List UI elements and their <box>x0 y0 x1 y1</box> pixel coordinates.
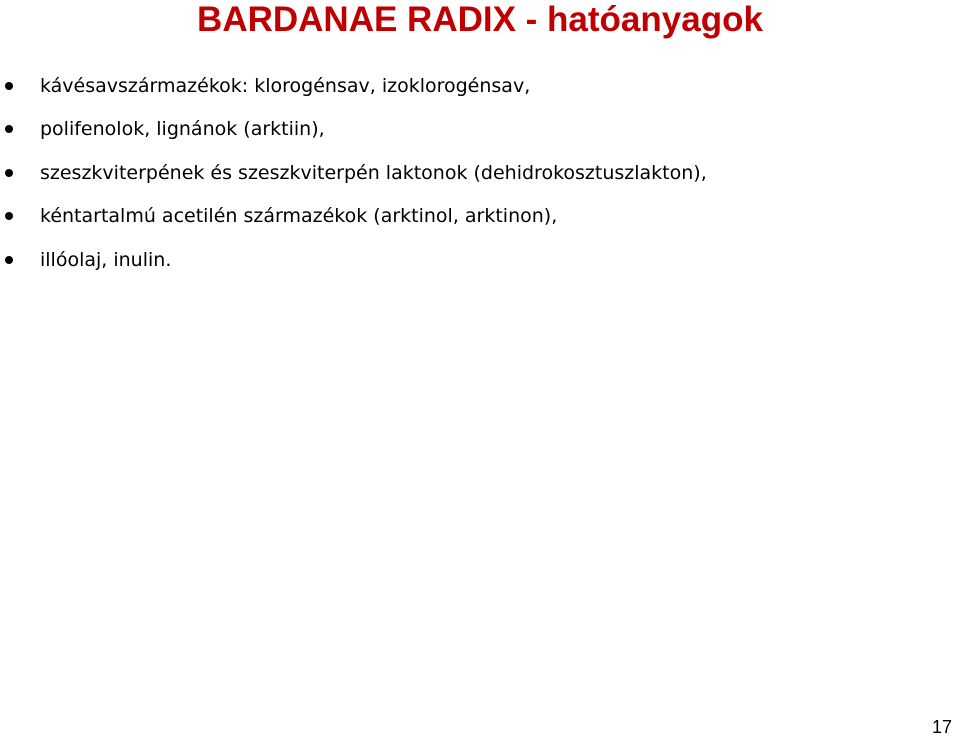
bullet-icon <box>5 125 13 133</box>
bullet-text: kéntartalmú acetilén származékok (arktinol, arktinon), <box>40 205 558 228</box>
bullet-icon <box>5 82 13 90</box>
slide-title <box>0 0 960 40</box>
bullet-icon <box>5 256 13 264</box>
slide-title-text: BARDANAE RADIX - hatóanyagok <box>197 0 763 39</box>
bullet-text: kávésavszármazékok: klorogénsav, izoklorogénsav, <box>40 74 531 97</box>
bullet-text: polifenolok, lignánok (arktiin), <box>40 118 325 141</box>
bullet-text: illóolaj, inulin. <box>40 248 172 271</box>
bullet-icon <box>5 212 13 220</box>
bullet-text: szeszkviterpének és szeszkviterpén laktonok (dehidrokosztuszlakton), <box>40 161 707 184</box>
page-number: 17 <box>931 717 952 737</box>
bullet-icon <box>5 169 13 177</box>
